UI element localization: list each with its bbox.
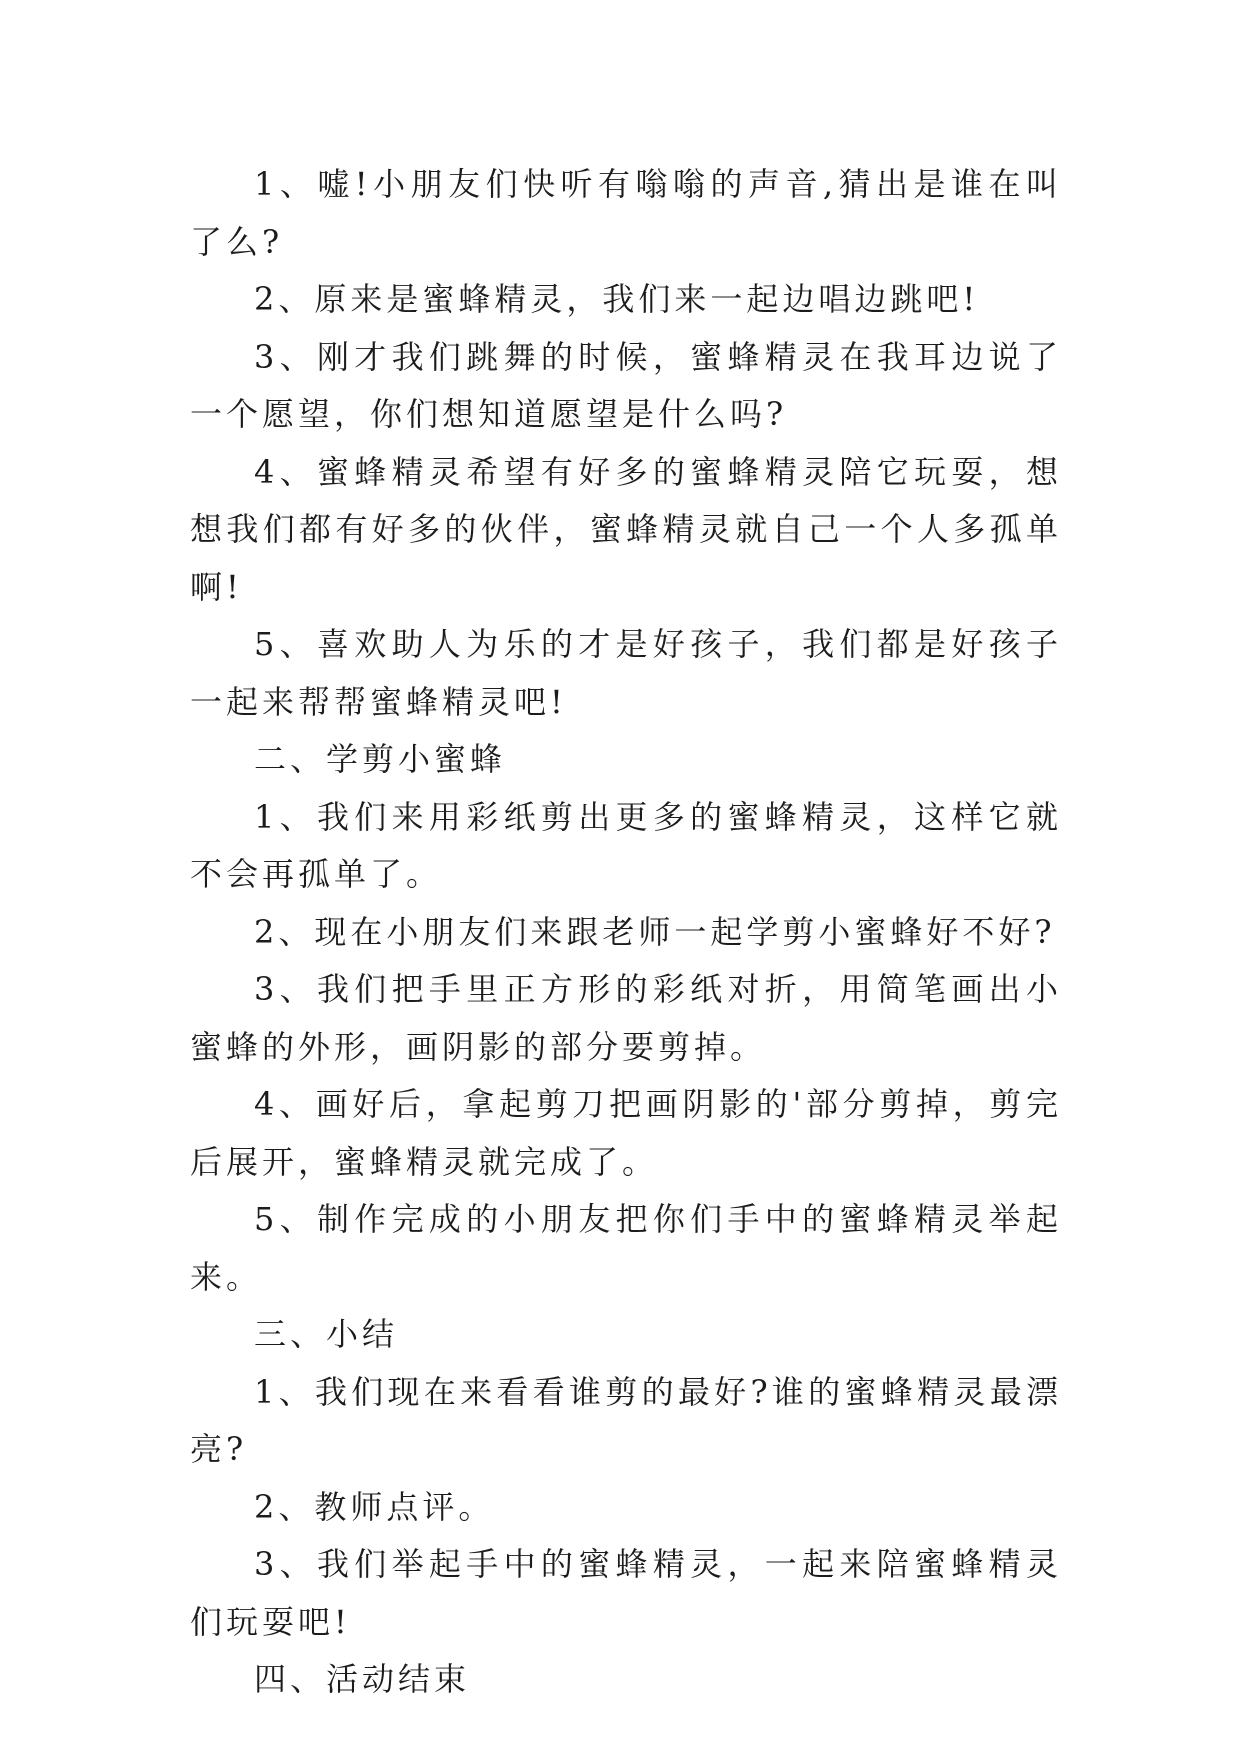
- section-heading: 四、活动结束: [254, 1660, 471, 1698]
- paragraph: 5、制作完成的小朋友把你们手中的蜜蜂精灵举起来。: [190, 1200, 1062, 1296]
- section-heading: 二、学剪小蜜蜂: [254, 740, 507, 778]
- paragraph: 4、蜜蜂精灵希望有好多的蜜蜂精灵陪它玩耍，想想我们都有好多的伙伴，蜜蜂精灵就自己一个人多孤单啊!: [190, 452, 1062, 606]
- section-heading: 三、小结: [254, 1315, 399, 1353]
- paragraph: 5、喜欢助人为乐的才是好孩子，我们都是好孩子一起来帮帮蜜蜂精灵吧!: [190, 625, 1062, 721]
- paragraph: 3、我们把手里正方形的彩纸对折，用简笔画出小蜜蜂的外形，画阴影的部分要剪掉。: [190, 970, 1062, 1066]
- paragraph: 4、画好后，拿起剪刀把画阴影的'部分剪掉，剪完后展开，蜜蜂精灵就完成了。: [190, 1085, 1062, 1181]
- document-body: [190, 156, 1062, 1709]
- paragraph: 1、我们来用彩纸剪出更多的蜜蜂精灵，这样它就不会再孤单了。: [190, 797, 1062, 893]
- paragraph: 1、嘘!小朋友们快听有嗡嗡的声音,猜出是谁在叫了么?: [190, 165, 1062, 261]
- paragraph: 1、我们现在来看看谁剪的最好?谁的蜜蜂精灵最漂亮?: [190, 1372, 1062, 1468]
- paragraph: 3、刚才我们跳舞的时候，蜜蜂精灵在我耳边说了一个愿望，你们想知道愿望是什么吗?: [190, 337, 1062, 433]
- paragraph: 2、现在小朋友们来跟老师一起学剪小蜜蜂好不好?: [254, 912, 1056, 951]
- paragraph: 2、教师点评。: [254, 1487, 495, 1526]
- paragraph: 2、原来是蜜蜂精灵，我们来一起边唱边跳吧!: [254, 280, 980, 318]
- paragraph: 3、我们举起手中的蜜蜂精灵，一起来陪蜜蜂精灵们玩耍吧!: [190, 1545, 1062, 1641]
